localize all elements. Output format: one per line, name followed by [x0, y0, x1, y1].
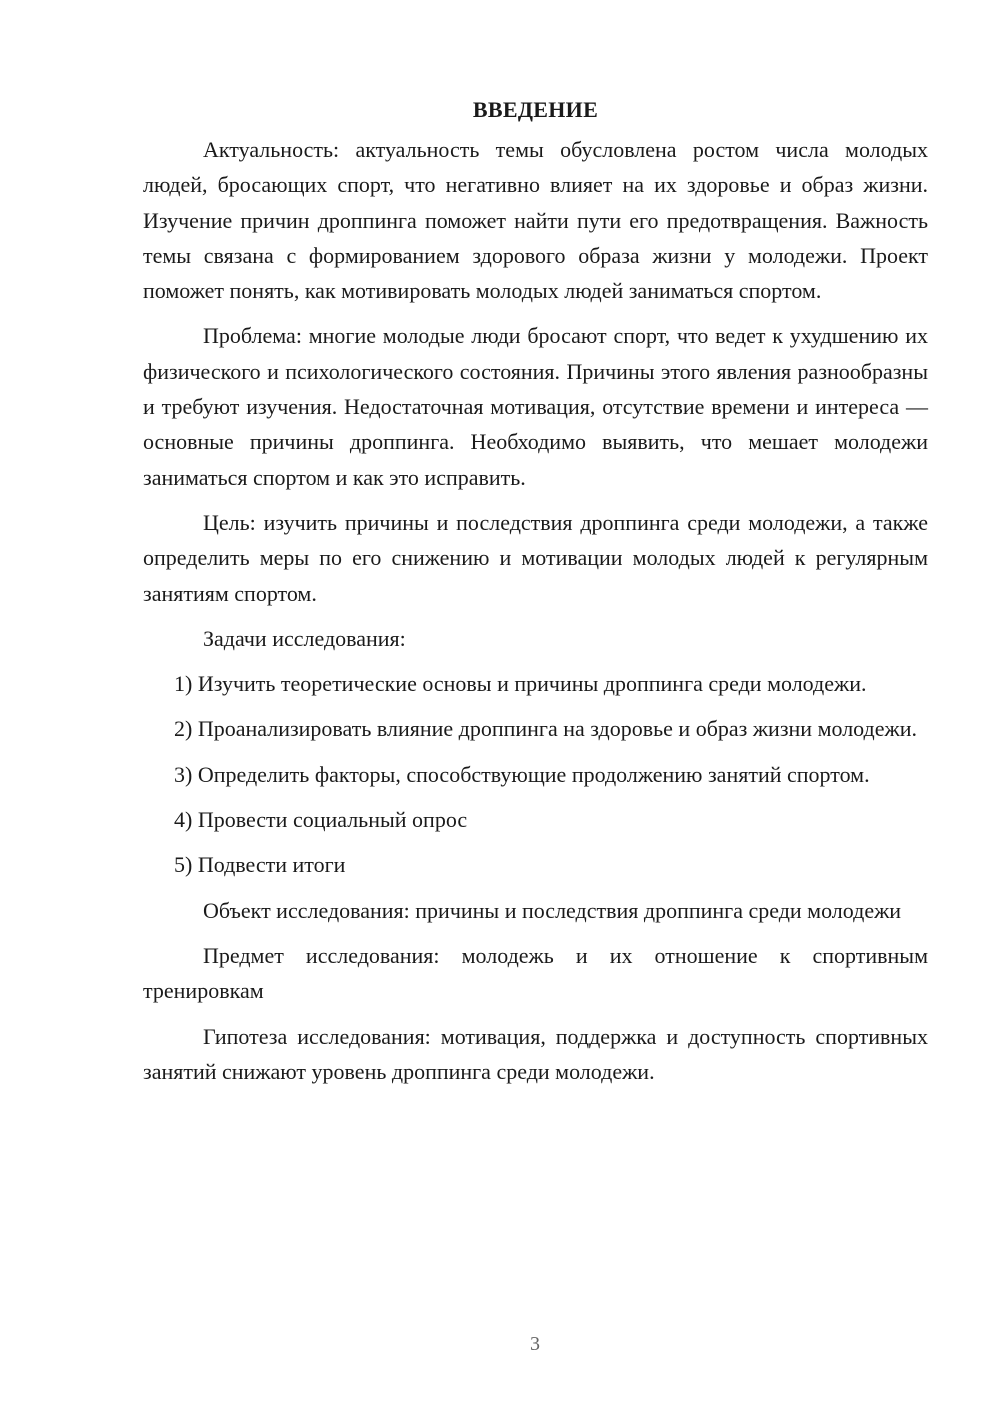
task-item-4: 4) Провести социальный опрос: [174, 807, 468, 833]
document-page: [143, 92, 928, 1089]
paragraph-subject: Предмет исследования: молодежь и их отношение к спортивным тренировкам: [143, 942, 928, 1004]
task-item-3: 3) Определить факторы, способствующие продолжению занятий спортом.: [174, 761, 870, 787]
paragraph-goal: Цель: изучить причины и последствия дроппинга среди молодежи, а также определить меры по его снижению и мотивации молодых людей к регулярным занятиям спортом.: [143, 509, 928, 606]
task-item-1: 1) Изучить теоретические основы и причины дроппинга среди молодежи.: [174, 671, 867, 697]
paragraph-hypothesis: Гипотеза исследования: мотивация, поддержка и доступность спортивных занятий снижают уровень дроппинга среди молодежи.: [143, 1023, 928, 1084]
paragraph-relevance: Актуальность: актуальность темы обусловлена ростом числа молодых людей, бросающих спорт, что негативно влияет на их здоровье и образ жизни. Изучение причин дроппинга поможет найти пути его предотвращения. Важность темы связана с формированием здорового образа жизни у молодежи. Проект поможет понять, как мотивировать молодых людей заниматься спортом.: [143, 137, 928, 304]
task-item-5: 5) Подвести итоги: [174, 852, 346, 878]
task-item-2: 2) Проанализировать влияние дроппинга на здоровье и образ жизни молодежи.: [174, 716, 917, 742]
section-heading: ВВЕДЕНИЕ: [472, 97, 599, 122]
tasks-title: Задачи исследования:: [203, 625, 406, 651]
page-number: 3: [530, 1333, 540, 1355]
paragraph-object: Объект исследования: причины и последствия дроппинга среди молодежи: [203, 897, 902, 923]
paragraph-problem: Проблема: многие молодые люди бросают спорт, что ведет к ухудшению их физического и психологического состояния. Причины этого явления разнообразны и требуют изучения. Недостаточная мотивация, отсутствие времени и интереса — основные причины дроппинга. Необходимо выявить, что мешает молодежи заниматься спортом и как это исправить.: [143, 323, 928, 490]
